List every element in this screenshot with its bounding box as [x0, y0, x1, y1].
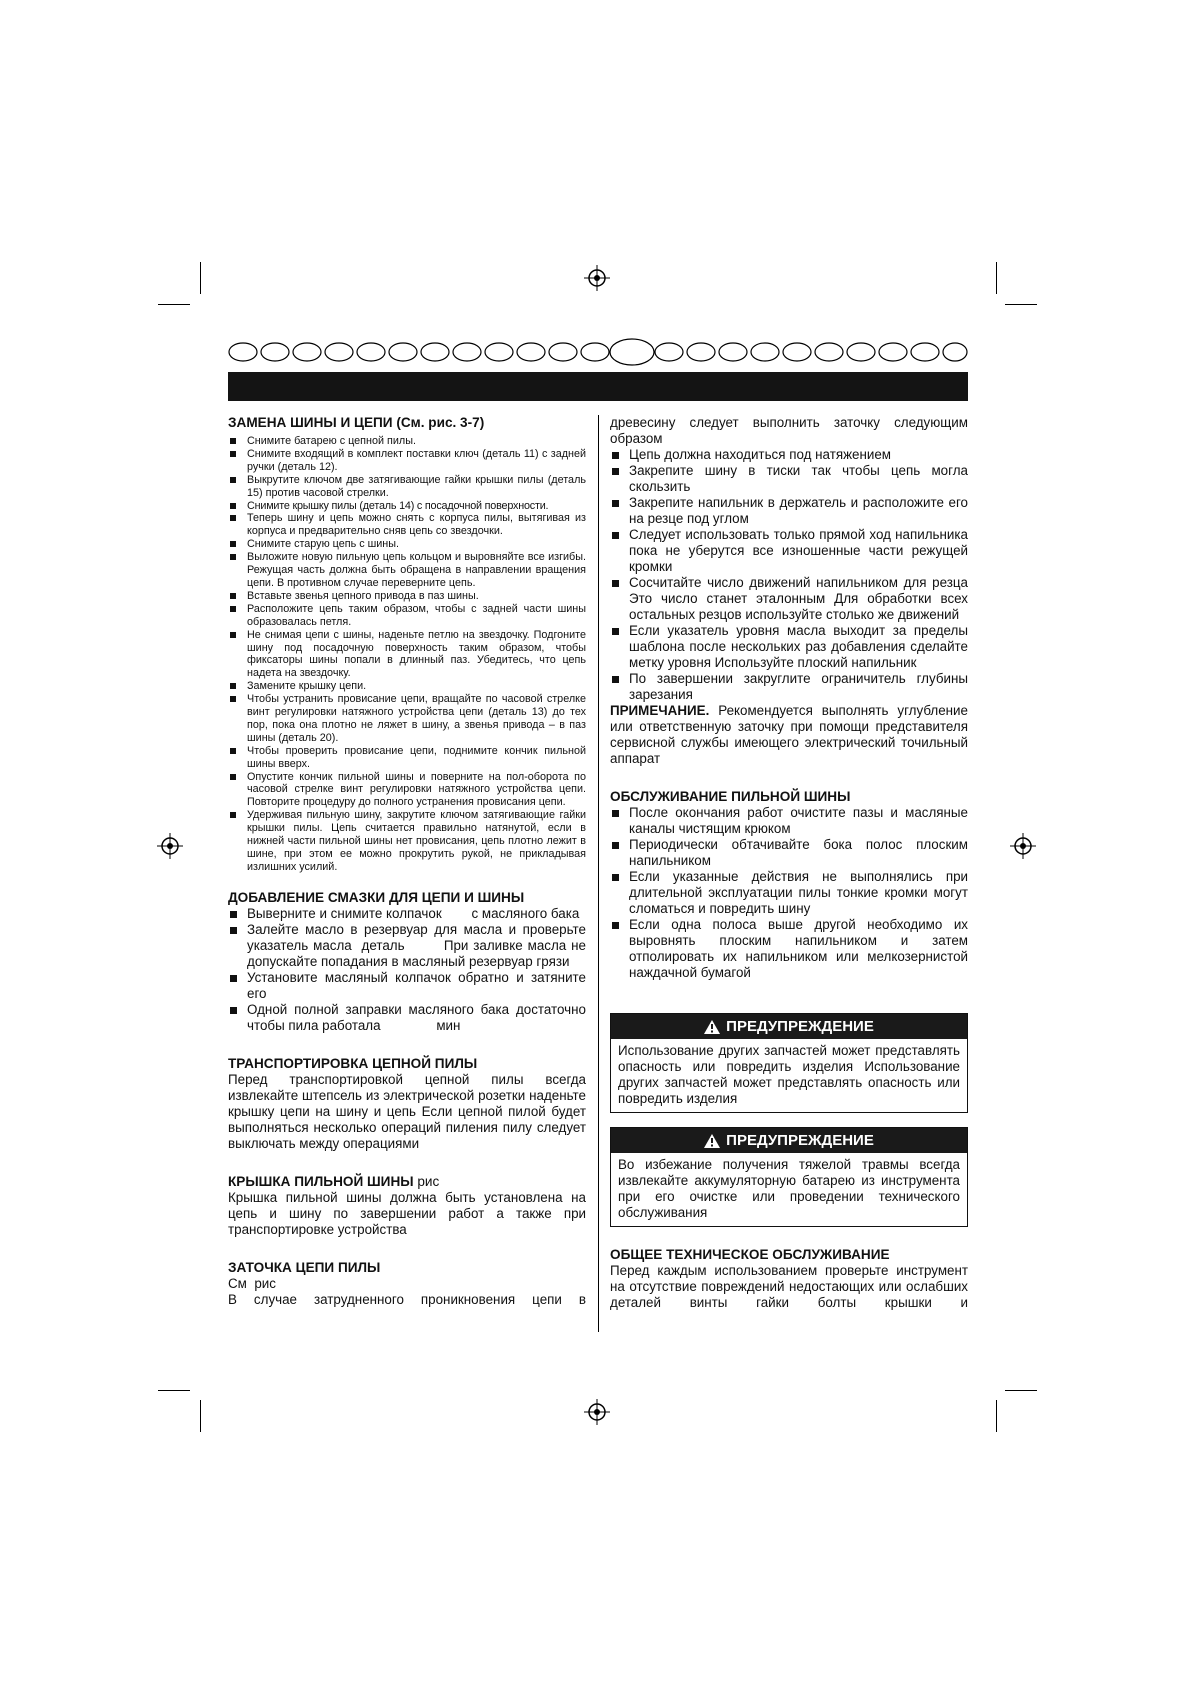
- warning-triangle-icon: [704, 1020, 720, 1034]
- note-label: ПРИМЕЧАНИЕ.: [610, 703, 710, 718]
- language-tab-ovals: [228, 338, 968, 366]
- section-title-general-maintenance: ОБЩЕЕ ТЕХНИЧЕСКОЕ ОБСЛУЖИВАНИЕ: [610, 1247, 890, 1262]
- list-item: Теперь шину и цепь можно снять с корпуса пилы, вытягивая из корпуса и предварительно сняв цепь со звездочки.: [228, 512, 586, 538]
- bar-cover-text: Крышка пильной шины должна быть установлена на цепь и шину по завершении работ а также при транспортировке устройства: [228, 1189, 586, 1237]
- section-title-bar-chain-replacement: ЗАМЕНА ШИНЫ И ЦЕПИ (См. рис. 3-7): [228, 415, 485, 430]
- note-paragraph: [610, 703, 968, 767]
- list-item: Залейте масло в резервуар для масла и проверьте указатель масла деталь При заливке масла не допускайте попадания в масляный резервуар грязи: [228, 922, 586, 970]
- registration-mark-icon: [157, 833, 183, 859]
- header-bar: [228, 372, 968, 401]
- warning-title: ПРЕДУПРЕЖДЕНИЕ: [726, 1132, 874, 1149]
- bar-cover-title: КРЫШКА ПИЛЬНОЙ ШИНЫ: [228, 1173, 414, 1189]
- list-item: Снимите крышку пилы (деталь 14) с посадочной поверхности.: [228, 500, 586, 513]
- list-item: Замените крышку цепи.: [228, 680, 586, 693]
- list-item: Цепь должна находиться под натяжением: [610, 447, 968, 463]
- section-title-transport: ТРАНСПОРТИРОВКА ЦЕПНОЙ ПИЛЫ: [228, 1055, 478, 1071]
- list-item: Следует использовать только прямой ход напильника пока не уберутся все изношенные части режущей кромки: [610, 527, 968, 575]
- section-title-bar-cover: [228, 1174, 586, 1190]
- list-item: По завершении закруглите ограничитель глубины зарезания: [610, 671, 968, 703]
- list-item: Если указатель уровня масла выходит за пределы шаблона после нескольких раз добавления сделайте метку уровня Используйте плоский напильник: [610, 623, 968, 671]
- list-item: Закрепите шину в тиски так чтобы цепь могла скользить: [610, 463, 968, 495]
- warning-triangle-icon: [704, 1134, 720, 1148]
- warning-title: ПРЕДУПРЕЖДЕНИЕ: [726, 1018, 874, 1035]
- list-item: Закрепите напильник в держатель и расположите его на резце под углом: [610, 495, 968, 527]
- list-item: Если одна полоса выше другой необходимо их выровнять плоским напильником и затем отполировать их напильником или мелкозернистой наждачной бумагой: [610, 917, 968, 981]
- bar-cover-figure-ref: рис: [417, 1173, 440, 1189]
- warning-box-injury: [610, 1127, 968, 1227]
- sharpening-continued-text: древесину следует выполнить заточку следующим образом: [610, 415, 968, 446]
- list-item: Одной полной заправки масляного бака достаточно чтобы пила работала мин: [228, 1002, 586, 1034]
- list-item: Не снимая цепи с шины, наденьте петлю на звездочку. Подгоните шину под посадочную поверхность таким образом, чтобы фиксаторы шины попали в длинный паз. Убедитесь, что цепь надета на звездочку.: [228, 629, 586, 681]
- list-item: Периодически обтачивайте бока полос плоским напильником: [610, 837, 968, 869]
- crop-mark-br-v: [996, 1400, 997, 1432]
- bar-maintenance-list: [610, 805, 968, 981]
- list-item: Чтобы устранить провисание цепи, вращайте по часовой стрелке винт регулировки натяжного устройства цепи (деталь 13) до тех пор, пока она плотно не ляжет в шину, а звенья привода – в паз шины (деталь 20).: [228, 693, 586, 745]
- registration-mark-icon: [1010, 833, 1036, 859]
- list-item: Выложите новую пильную цепь кольцом и выровняйте все изгибы. Режущая часть должна быть обращена в направлении вращения цепи. В противном случае переверните цепь.: [228, 551, 586, 590]
- sharpening-steps-list: [610, 447, 968, 703]
- crop-mark-bl-v: [200, 1400, 201, 1432]
- list-item: Снимите батарею с цепной пилы.: [228, 435, 586, 448]
- warning-header: [611, 1128, 967, 1153]
- warning-box-parts: [610, 1013, 968, 1113]
- list-item: Опустите кончик пильной шины и поверните на пол-оборота по часовой стрелке винт регулировки натяжного устройства цепи. Повторите процедуру до полного устранения провисания цепи.: [228, 771, 586, 810]
- sharpening-intro-text: В случае затрудненного проникновения цепи в: [228, 1291, 586, 1307]
- list-item: Выкрутите ключом две затягивающие гайки крышки пилы (деталь 15) против часовой стрелки.: [228, 474, 586, 500]
- list-item: Расположите цепь таким образом, чтобы с задней части шины образовалась петля.: [228, 603, 586, 629]
- general-maintenance-text: Перед каждым использованием проверьте инструмент на отсутствие повреждений недостающих или ослабших деталей винты гайки болты крышки и: [610, 1263, 968, 1310]
- warning-text: Использование других запчастей может представлять опасность или повредить изделия Использование других запчастей может представлять опасность или повредить изделия: [618, 1043, 960, 1106]
- list-item: Чтобы проверить провисание цепи, поднимите кончик пильной шины вверх.: [228, 745, 586, 771]
- section-title-chain-sharpening: ЗАТОЧКА ЦЕПИ ПИЛЫ: [228, 1259, 381, 1275]
- warning-header: [611, 1014, 967, 1039]
- section-title-lubrication: ДОБАВЛЕНИЕ СМАЗКИ ДЛЯ ЦЕПИ И ШИНЫ: [228, 889, 525, 905]
- section-title-bar-maintenance: ОБСЛУЖИВАНИЕ ПИЛЬНОЙ ШИНЫ: [610, 789, 851, 804]
- list-item: Вставьте звенья цепного привода в паз шины.: [228, 590, 586, 603]
- list-item: Снимите входящий в комплект поставки ключ (деталь 11) с задней ручки (деталь 12).: [228, 448, 586, 474]
- lubrication-list: [228, 905, 590, 1034]
- column-divider: [598, 415, 599, 1332]
- list-item: Сосчитайте число движений напильником для резца Это число станет эталонным Для обработки всех остальных резцов используйте столько же движений: [610, 575, 968, 623]
- right-column: [610, 415, 968, 1311]
- crop-mark-br-h: [1005, 1390, 1037, 1391]
- list-item: Снимите старую цепь с шины.: [228, 538, 586, 551]
- list-item: После окончания работ очистите пазы и масляные каналы чистящим крюком: [610, 805, 968, 837]
- bar-chain-replacement-list: [228, 435, 586, 874]
- list-item: Установите масляный колпачок обратно и затяните его: [228, 970, 586, 1002]
- registration-mark-icon: [584, 1399, 610, 1425]
- sharpening-figure-ref: См рис: [228, 1275, 276, 1291]
- crop-mark-tr-v: [996, 262, 997, 294]
- left-column: [228, 415, 590, 1308]
- list-item: Если указанные действия не выполнялись при длительной эксплуатации пилы тонкие кромки могут сломаться и повредить шину: [610, 869, 968, 917]
- list-item: Удерживая пильную шину, закрутите ключом затягивающие гайки крышки пилы. Цепь считается правильно натянутой, если в нижней части пильной шины нет провисания, цепь плотно лежит в шине, при этом ее можно прокрутить рукой, не прикладывая излишних усилий.: [228, 809, 586, 874]
- crop-mark-tl-v: [200, 262, 201, 294]
- transport-text: Перед транспортировкой цепной пилы всегда извлекайте штепсель из электрической розетки наденьте крышку цепи на шину и цепь Если цепной пилой будет выполняться несколько операций пиления пилу следует выключать между операциями: [228, 1071, 586, 1151]
- crop-mark-tl-h: [158, 304, 190, 305]
- note-text: Рекомендуется выполнять углубление или ответственную заточку при помощи представителя сервисной службы имеющего электрический точильный аппарат: [610, 703, 968, 766]
- list-item: Выверните и снимите колпачок с масляного бака: [228, 906, 586, 922]
- crop-mark-tr-h: [1005, 304, 1037, 305]
- warning-text: Во избежание получения тяжелой травмы всегда извлекайте аккумуляторную батарею из инструмента при его очистке или проведении технического обслуживания: [618, 1157, 960, 1220]
- registration-mark-icon: [584, 265, 610, 291]
- crop-mark-bl-h: [158, 1390, 190, 1391]
